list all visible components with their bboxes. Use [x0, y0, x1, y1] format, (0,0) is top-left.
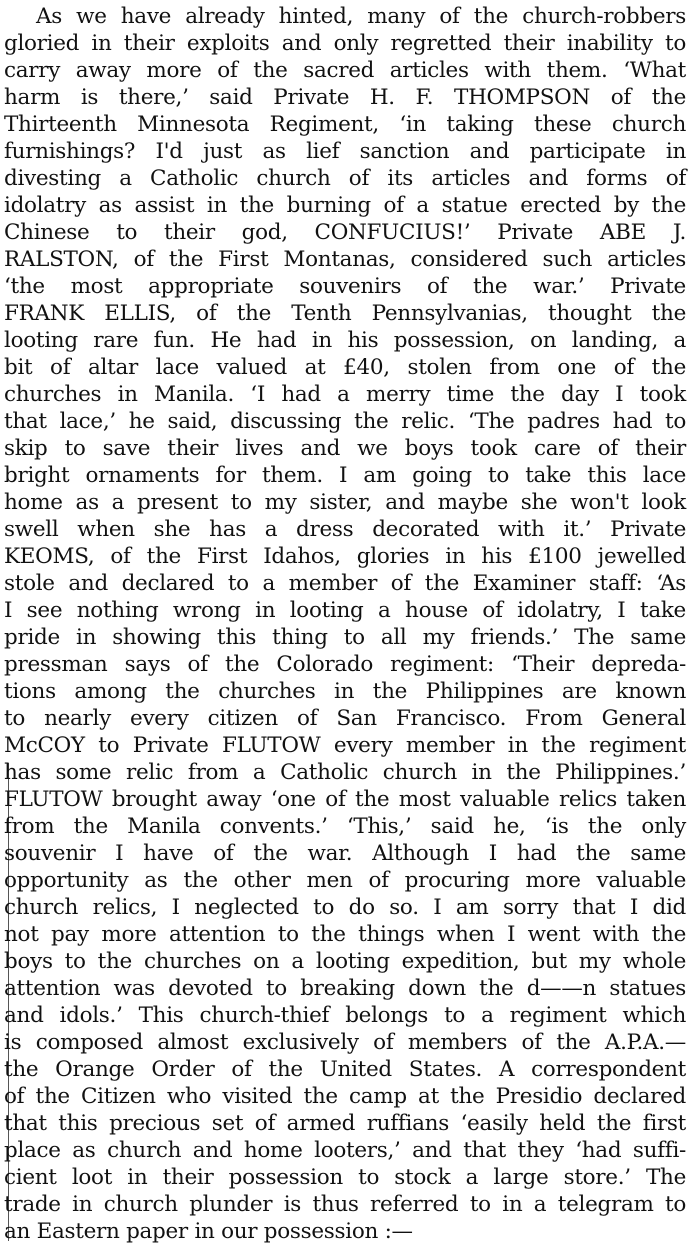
text-line: not pay more attention to the things when I went with the — [4, 922, 686, 947]
text-line: skip to save their lives and we boys took care of their — [4, 436, 686, 461]
text-line: pressman says of the Colorado regiment: ‘Their depreda- — [4, 652, 686, 677]
text-line: of the Citizen who visited the camp at the Presidio declared — [4, 1084, 686, 1109]
text-line: McCOY to Private FLUTOW every member in the regiment — [4, 733, 686, 758]
text-line: the Orange Order of the United States. A correspondent — [4, 1057, 686, 1082]
text-line: bright ornaments for them. I am going to take this lace — [4, 463, 686, 488]
text-line: home as a present to my sister, and maybe she won't look — [4, 490, 686, 515]
text-line: ‘the most appropriate souvenirs of the war.’ Private — [4, 274, 686, 299]
text-line: I see nothing wrong in looting a house of idolatry, I take — [4, 598, 686, 623]
text-line: pride in showing this thing to all my friends.’ The same — [4, 625, 686, 650]
text-line: is composed almost exclusively of members of the A.P.A.— — [4, 1030, 686, 1055]
text-line: swell when she has a dress decorated with it.’ Private — [4, 517, 686, 542]
text-line: church relics, I neglected to do so. I am sorry that I did — [4, 895, 686, 920]
text-line: FLUTOW brought away ‘one of the most valuable relics taken — [4, 787, 686, 812]
text-line: place as church and home looters,’ and that they ‘had suffi- — [4, 1138, 686, 1163]
text-line: cient loot in their possession to stock a large store.’ The — [4, 1165, 686, 1190]
text-line: that this precious set of armed ruffians ‘easily held the first — [4, 1111, 686, 1136]
text-line: idolatry as assist in the burning of a statue erected by the — [4, 193, 686, 218]
text-line: that lace,’ he said, discussing the relic. ‘The padres had to — [4, 409, 686, 434]
text-line: an Eastern paper in our possession :— — [4, 1219, 413, 1244]
text-line: RALSTON, of the First Montanas, considered such articles — [4, 247, 686, 272]
text-line: gloried in their exploits and only regretted their inability to — [4, 31, 686, 56]
text-line: FRANK ELLIS, of the Tenth Pennsylvanias, thought the — [4, 301, 686, 326]
article-body — [4, 3, 686, 1245]
text-line: from the Manila convents.’ ‘This,’ said he, ‘is the only — [4, 814, 686, 839]
text-line: Chinese to their god, CONFUCIUS!’ Private ABE J. — [4, 220, 686, 245]
text-line: and idols.’ This church-thief belongs to a regiment which — [4, 1003, 686, 1028]
text-line: attention was devoted to breaking down the d——n statues — [4, 976, 686, 1001]
text-line: boys to the churches on a looting expedition, but my whole — [4, 949, 686, 974]
text-line: KEOMS, of the First Idahos, glories in his £100 jewelled — [4, 544, 686, 569]
text-line: souvenir I have of the war. Although I had the same — [4, 841, 686, 866]
text-line: carry away more of the sacred articles with them. ‘What — [4, 58, 686, 83]
text-line: Thirteenth Minnesota Regiment, ‘in taking these church — [4, 112, 686, 137]
text-line: As we have already hinted, many of the church-robbers — [36, 4, 686, 29]
text-line: opportunity as the other men of procuring more valuable — [4, 868, 686, 893]
text-line: has some relic from a Catholic church in the Philippines.’ — [4, 760, 686, 785]
text-line: harm is there,’ said Private H. F. THOMPSON of the — [4, 85, 686, 110]
text-line: looting rare fun. He had in his possession, on landing, a — [4, 328, 686, 353]
text-line: to nearly every citizen of San Francisco. From General — [4, 706, 686, 731]
text-line: trade in church plunder is thus referred to in a telegram to — [4, 1192, 686, 1217]
text-line: churches in Manila. ‘I had a merry time the day I took — [4, 382, 686, 407]
text-line: divesting a Catholic church of its articles and forms of — [4, 166, 686, 191]
text-line: bit of altar lace valued at £40, stolen from one of the — [4, 355, 686, 380]
text-line: furnishings? I'd just as lief sanction and participate in — [4, 139, 686, 164]
text-line: tions among the churches in the Philippines are known — [4, 679, 686, 704]
text-line: stole and declared to a member of the Examiner staff: ‘As — [4, 571, 686, 596]
